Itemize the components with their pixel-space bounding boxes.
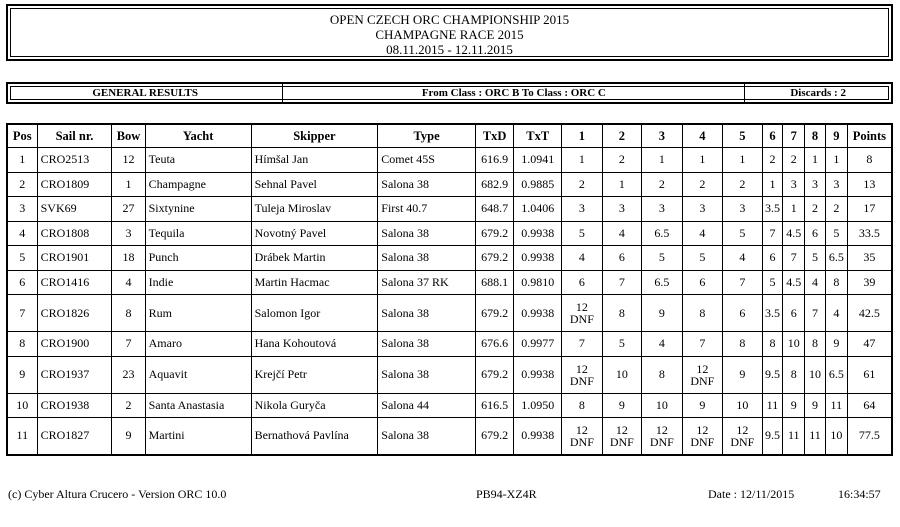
- sail-cell: CRO1827: [37, 418, 112, 455]
- yacht-cell: Martini: [145, 418, 251, 455]
- race-5-cell: 5: [723, 221, 762, 246]
- points-cell: 61: [847, 356, 892, 393]
- race-1-cell: 12 DNF: [562, 356, 603, 393]
- table-row: [7, 172, 892, 197]
- race-3-cell: 4: [642, 332, 683, 357]
- txt-cell: 0.9938: [514, 418, 562, 455]
- race-3-cell: 8: [642, 356, 683, 393]
- points-cell: 42.5: [847, 295, 892, 332]
- race-4-cell: 5: [682, 246, 723, 271]
- race-4-cell: 8: [682, 295, 723, 332]
- table-row: [7, 393, 892, 418]
- txt-cell: 0.9938: [514, 221, 562, 246]
- race-3-cell: 6.5: [642, 270, 683, 295]
- race-9-cell: 10: [825, 418, 847, 455]
- bow-cell: 12: [112, 148, 145, 173]
- race-9-cell: 11: [825, 393, 847, 418]
- yacht-cell: Indie: [145, 270, 251, 295]
- points-cell: 8: [847, 148, 892, 173]
- type-cell: Salona 38: [378, 221, 476, 246]
- race-1-cell: 4: [562, 246, 603, 271]
- txd-cell: 679.2: [475, 356, 513, 393]
- bow-cell: 7: [112, 332, 145, 357]
- race-7-cell: 2: [783, 148, 805, 173]
- txd-cell: 679.2: [475, 246, 513, 271]
- txt-cell: 0.9885: [514, 172, 562, 197]
- points-cell: 47: [847, 332, 892, 357]
- column-header: 8: [805, 124, 826, 148]
- txt-cell: 1.0941: [514, 148, 562, 173]
- pos-cell: 7: [7, 295, 37, 332]
- skipper-cell: Salomon Igor: [251, 295, 378, 332]
- pos-cell: 10: [7, 393, 37, 418]
- txt-cell: 0.9977: [514, 332, 562, 357]
- column-header: 3: [642, 124, 683, 148]
- discards-label: Discards : 2: [790, 87, 846, 99]
- race-6-cell: 7: [762, 221, 783, 246]
- race-7-cell: 7: [783, 246, 805, 271]
- race-6-cell: 2: [762, 148, 783, 173]
- column-header: 1: [562, 124, 603, 148]
- race-1-cell: 1: [562, 148, 603, 173]
- bow-cell: 3: [112, 221, 145, 246]
- type-cell: Comet 45S: [378, 148, 476, 173]
- race-7-cell: 3: [783, 172, 805, 197]
- sail-cell: CRO1937: [37, 356, 112, 393]
- race-5-cell: 8: [723, 332, 762, 357]
- race-3-cell: 1: [642, 148, 683, 173]
- skipper-cell: Bernathová Pavlína: [251, 418, 378, 455]
- race-8-cell: 5: [805, 246, 826, 271]
- points-cell: 35: [847, 246, 892, 271]
- race-8-cell: 4: [805, 270, 826, 295]
- race-2-cell: 1: [602, 172, 641, 197]
- sail-cell: CRO1809: [37, 172, 112, 197]
- txd-cell: 679.2: [475, 418, 513, 455]
- print-time: 16:34:57: [838, 487, 881, 501]
- pos-cell: 8: [7, 332, 37, 357]
- race-4-cell: 2: [682, 172, 723, 197]
- race-8-cell: 8: [805, 332, 826, 357]
- race-9-cell: 4: [825, 295, 847, 332]
- txd-cell: 616.5: [475, 393, 513, 418]
- bow-cell: 1: [112, 172, 145, 197]
- yacht-cell: Sixtynine: [145, 197, 251, 222]
- race-3-cell: 10: [642, 393, 683, 418]
- race-6-cell: 3.5: [762, 197, 783, 222]
- race-8-cell: 1: [805, 148, 826, 173]
- race-9-cell: 8: [825, 270, 847, 295]
- race-8-cell: 7: [805, 295, 826, 332]
- race-7-cell: 11: [783, 418, 805, 455]
- race-dates: 08.11.2015 - 12.11.2015: [386, 42, 513, 57]
- table-row: [7, 418, 892, 455]
- race-4-cell: 12 DNF: [682, 356, 723, 393]
- race-5-cell: 7: [723, 270, 762, 295]
- column-header: 9: [825, 124, 847, 148]
- race-1-cell: 8: [562, 393, 603, 418]
- bow-cell: 23: [112, 356, 145, 393]
- column-header: 5: [723, 124, 762, 148]
- skipper-cell: Novotný Pavel: [251, 221, 378, 246]
- race-9-cell: 2: [825, 197, 847, 222]
- bow-cell: 4: [112, 270, 145, 295]
- pos-cell: 4: [7, 221, 37, 246]
- championship-title: OPEN CZECH ORC CHAMPIONSHIP 2015: [329, 12, 570, 27]
- race-8-cell: 9: [805, 393, 826, 418]
- txt-cell: 0.9810: [514, 270, 562, 295]
- race-1-cell: 2: [562, 172, 603, 197]
- title-box: [6, 4, 893, 61]
- results-table: [6, 123, 893, 456]
- print-date: Date : 12/11/2015: [708, 487, 795, 501]
- type-cell: Salona 38: [378, 332, 476, 357]
- yacht-cell: Tequila: [145, 221, 251, 246]
- race-6-cell: 9.5: [762, 418, 783, 455]
- txd-cell: 688.1: [475, 270, 513, 295]
- race-9-cell: 6.5: [825, 356, 847, 393]
- yacht-cell: Rum: [145, 295, 251, 332]
- race-6-cell: 9.5: [762, 356, 783, 393]
- points-cell: 13: [847, 172, 892, 197]
- race-1-cell: 5: [562, 221, 603, 246]
- column-header: Type: [378, 124, 476, 148]
- column-header: Points: [847, 124, 892, 148]
- race-4-cell: 3: [682, 197, 723, 222]
- copyright-text: (c) Cyber Altura Crucero - Version ORC 10.0: [8, 487, 227, 501]
- sail-cell: CRO1901: [37, 246, 112, 271]
- points-cell: 17: [847, 197, 892, 222]
- column-header: 4: [682, 124, 723, 148]
- race-8-cell: 2: [805, 197, 826, 222]
- pos-cell: 11: [7, 418, 37, 455]
- column-header: Skipper: [251, 124, 378, 148]
- yacht-cell: Punch: [145, 246, 251, 271]
- race-5-cell: 6: [723, 295, 762, 332]
- race-5-cell: 1: [723, 148, 762, 173]
- race-7-cell: 4.5: [783, 221, 805, 246]
- race-3-cell: 9: [642, 295, 683, 332]
- race-2-cell: 12 DNF: [602, 418, 641, 455]
- pos-cell: 1: [7, 148, 37, 173]
- sail-cell: CRO1938: [37, 393, 112, 418]
- bow-cell: 8: [112, 295, 145, 332]
- race-6-cell: 8: [762, 332, 783, 357]
- footer: [8, 487, 888, 503]
- skipper-cell: Hímšal Jan: [251, 148, 378, 173]
- type-cell: Salona 38: [378, 418, 476, 455]
- race-5-cell: 9: [723, 356, 762, 393]
- table-row: [7, 295, 892, 332]
- skipper-cell: Sehnal Pavel: [251, 172, 378, 197]
- yacht-cell: Santa Anastasia: [145, 393, 251, 418]
- race-7-cell: 6: [783, 295, 805, 332]
- sail-cell: CRO1416: [37, 270, 112, 295]
- skipper-cell: Martin Hacmac: [251, 270, 378, 295]
- race-4-cell: 7: [682, 332, 723, 357]
- race-7-cell: 4.5: [783, 270, 805, 295]
- race-9-cell: 9: [825, 332, 847, 357]
- column-header: Bow: [112, 124, 145, 148]
- skipper-cell: Hana Kohoutová: [251, 332, 378, 357]
- pos-cell: 9: [7, 356, 37, 393]
- type-cell: Salona 38: [378, 246, 476, 271]
- race-9-cell: 5: [825, 221, 847, 246]
- race-3-cell: 2: [642, 172, 683, 197]
- race-6-cell: 6: [762, 246, 783, 271]
- table-row: [7, 148, 892, 173]
- yacht-cell: Champagne: [145, 172, 251, 197]
- column-header: Pos: [7, 124, 37, 148]
- race-7-cell: 10: [783, 332, 805, 357]
- table-row: [7, 221, 892, 246]
- race-1-cell: 7: [562, 332, 603, 357]
- race-5-cell: 2: [723, 172, 762, 197]
- sail-cell: SVK69: [37, 197, 112, 222]
- race-4-cell: 12 DNF: [682, 418, 723, 455]
- txd-cell: 676.6: [475, 332, 513, 357]
- table-row: [7, 197, 892, 222]
- race-2-cell: 8: [602, 295, 641, 332]
- pos-cell: 2: [7, 172, 37, 197]
- skipper-cell: Tuleja Miroslav: [251, 197, 378, 222]
- txd-cell: 679.2: [475, 221, 513, 246]
- txd-cell: 648.7: [475, 197, 513, 222]
- yacht-cell: Aquavit: [145, 356, 251, 393]
- race-8-cell: 6: [805, 221, 826, 246]
- bow-cell: 9: [112, 418, 145, 455]
- general-results-label: GENERAL RESULTS: [8, 84, 283, 102]
- type-cell: First 40.7: [378, 197, 476, 222]
- race-6-cell: 11: [762, 393, 783, 418]
- type-cell: Salona 44: [378, 393, 476, 418]
- race-6-cell: 3.5: [762, 295, 783, 332]
- race-2-cell: 6: [602, 246, 641, 271]
- race-title: CHAMPAGNE RACE 2015: [375, 27, 524, 42]
- race-2-cell: 10: [602, 356, 641, 393]
- column-header: TxD: [475, 124, 513, 148]
- column-header: Sail nr.: [37, 124, 112, 148]
- race-7-cell: 9: [783, 393, 805, 418]
- race-3-cell: 12 DNF: [642, 418, 683, 455]
- race-5-cell: 10: [723, 393, 762, 418]
- sail-cell: CRO2513: [37, 148, 112, 173]
- sail-cell: CRO1808: [37, 221, 112, 246]
- txt-cell: 0.9938: [514, 246, 562, 271]
- document-code: PB94-XZ4R: [476, 487, 537, 501]
- txt-cell: 1.0406: [514, 197, 562, 222]
- column-header: TxT: [514, 124, 562, 148]
- points-cell: 39: [847, 270, 892, 295]
- skipper-cell: Krejčí Petr: [251, 356, 378, 393]
- bow-cell: 27: [112, 197, 145, 222]
- type-cell: Salona 37 RK: [378, 270, 476, 295]
- table-row: [7, 356, 892, 393]
- race-9-cell: 1: [825, 148, 847, 173]
- type-cell: Salona 38: [378, 172, 476, 197]
- txt-cell: 1.0950: [514, 393, 562, 418]
- race-1-cell: 12 DNF: [562, 418, 603, 455]
- race-3-cell: 3: [642, 197, 683, 222]
- txt-cell: 0.9938: [514, 295, 562, 332]
- race-1-cell: 12 DNF: [562, 295, 603, 332]
- race-5-cell: 4: [723, 246, 762, 271]
- bow-cell: 2: [112, 393, 145, 418]
- race-4-cell: 9: [682, 393, 723, 418]
- race-1-cell: 3: [562, 197, 603, 222]
- race-2-cell: 4: [602, 221, 641, 246]
- race-3-cell: 5: [642, 246, 683, 271]
- txd-cell: 682.9: [475, 172, 513, 197]
- column-header: Yacht: [145, 124, 251, 148]
- type-cell: Salona 38: [378, 295, 476, 332]
- class-range-label: From Class : ORC B To Class : ORC C: [283, 84, 745, 102]
- column-header: 2: [602, 124, 641, 148]
- yacht-cell: Amaro: [145, 332, 251, 357]
- skipper-cell: Drábek Martin: [251, 246, 378, 271]
- skipper-cell: Nikola Guryča: [251, 393, 378, 418]
- race-9-cell: 3: [825, 172, 847, 197]
- sail-cell: CRO1826: [37, 295, 112, 332]
- txt-cell: 0.9938: [514, 356, 562, 393]
- race-4-cell: 6: [682, 270, 723, 295]
- pos-cell: 6: [7, 270, 37, 295]
- table-header-row: [7, 124, 892, 148]
- table-row: [7, 246, 892, 271]
- info-bar: [6, 82, 893, 104]
- column-header: 6: [762, 124, 783, 148]
- race-2-cell: 7: [602, 270, 641, 295]
- race-3-cell: 6.5: [642, 221, 683, 246]
- race-1-cell: 6: [562, 270, 603, 295]
- race-5-cell: 12 DNF: [723, 418, 762, 455]
- race-6-cell: 1: [762, 172, 783, 197]
- sail-cell: CRO1900: [37, 332, 112, 357]
- race-2-cell: 2: [602, 148, 641, 173]
- table-row: [7, 332, 892, 357]
- txd-cell: 679.2: [475, 295, 513, 332]
- race-2-cell: 5: [602, 332, 641, 357]
- column-header: 7: [783, 124, 805, 148]
- points-cell: 77.5: [847, 418, 892, 455]
- race-2-cell: 3: [602, 197, 641, 222]
- race-8-cell: 3: [805, 172, 826, 197]
- race-5-cell: 3: [723, 197, 762, 222]
- race-4-cell: 1: [682, 148, 723, 173]
- race-2-cell: 9: [602, 393, 641, 418]
- type-cell: Salona 38: [378, 356, 476, 393]
- pos-cell: 5: [7, 246, 37, 271]
- race-4-cell: 4: [682, 221, 723, 246]
- race-6-cell: 5: [762, 270, 783, 295]
- yacht-cell: Teuta: [145, 148, 251, 173]
- points-cell: 33.5: [847, 221, 892, 246]
- txd-cell: 616.9: [475, 148, 513, 173]
- pos-cell: 3: [7, 197, 37, 222]
- race-8-cell: 10: [805, 356, 826, 393]
- race-7-cell: 1: [783, 197, 805, 222]
- race-7-cell: 8: [783, 356, 805, 393]
- bow-cell: 18: [112, 246, 145, 271]
- race-8-cell: 11: [805, 418, 826, 455]
- race-9-cell: 6.5: [825, 246, 847, 271]
- points-cell: 64: [847, 393, 892, 418]
- table-row: [7, 270, 892, 295]
